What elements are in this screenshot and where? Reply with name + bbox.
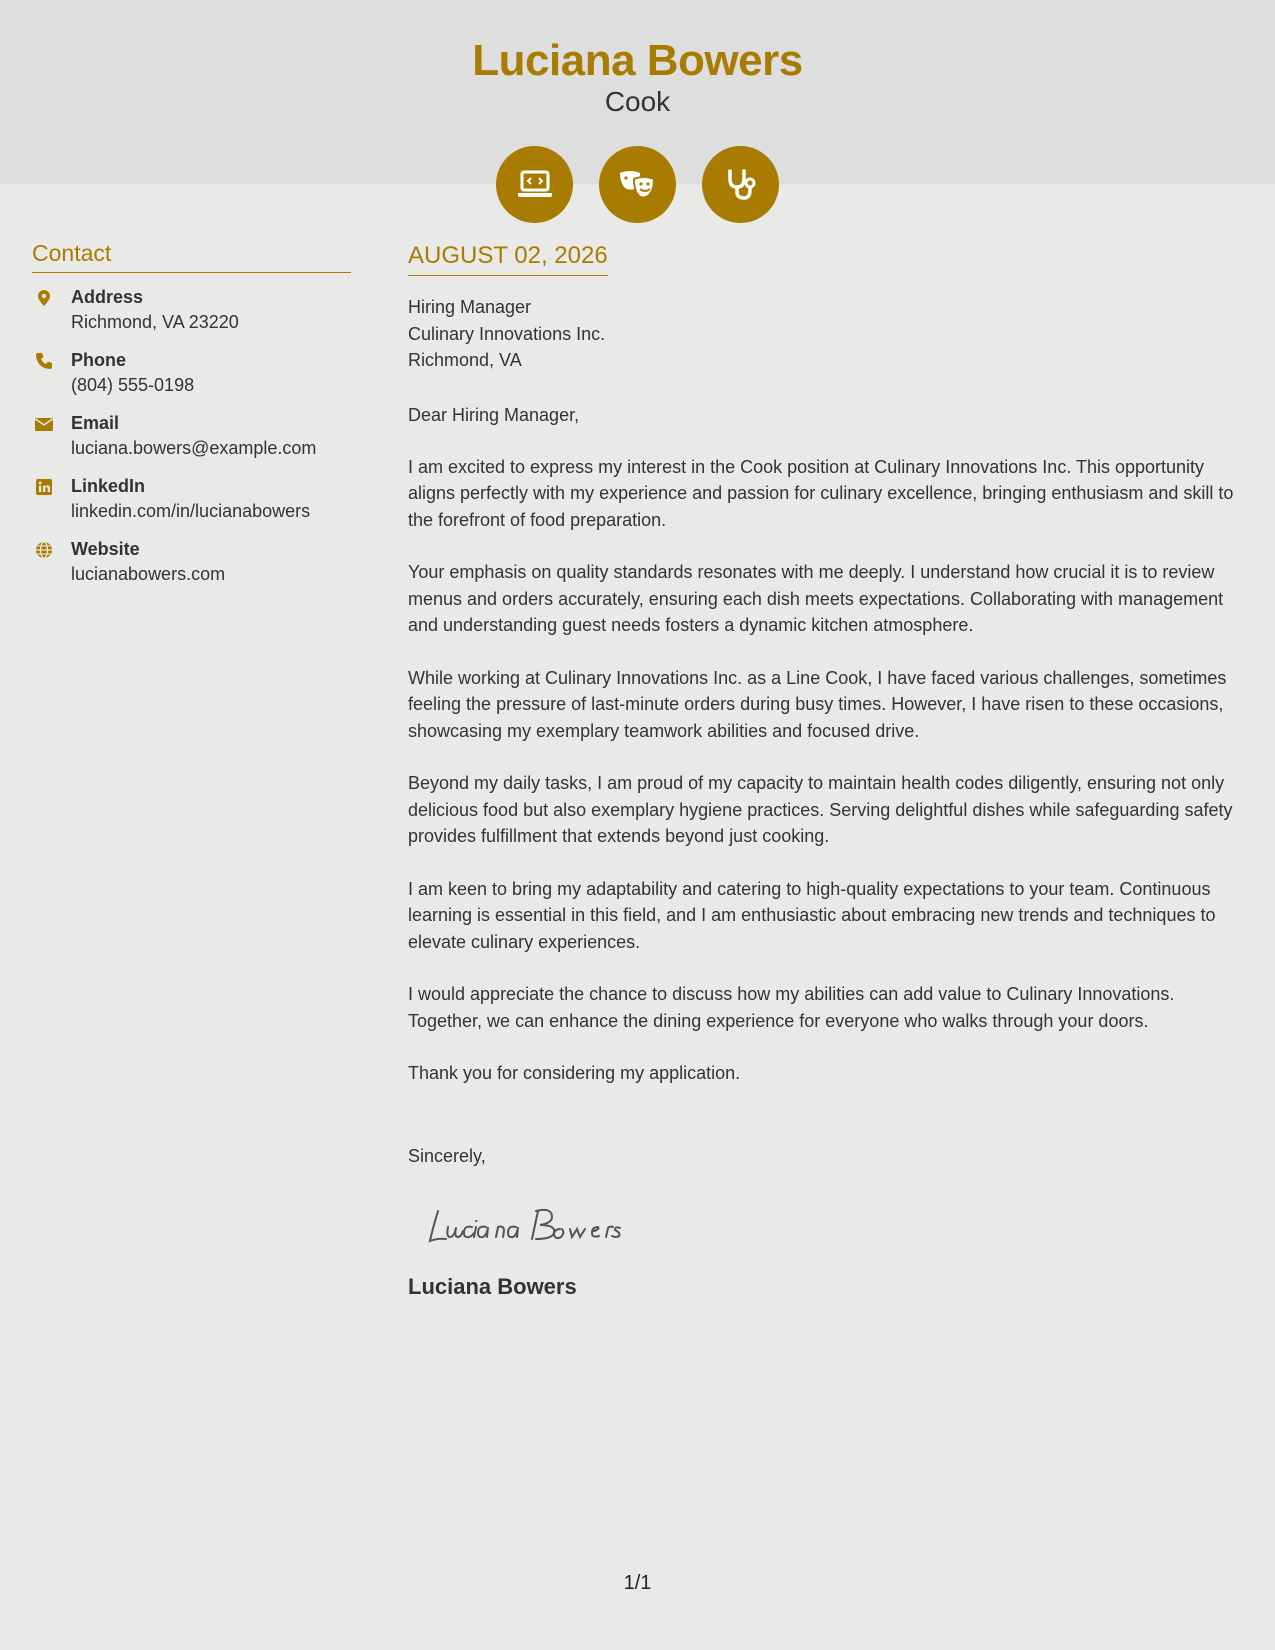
recipient-block xyxy=(408,294,1253,374)
contact-email xyxy=(32,411,351,474)
recipient-line: Hiring Manager xyxy=(408,297,532,317)
envelope-icon xyxy=(35,415,53,433)
salutation: Dear Hiring Manager, xyxy=(408,404,580,425)
letter-paragraph: I would appreciate the chance to discuss how my abilities can add value to Culinary Innovations. Together, we can enhance the dining experience for everyone who walks through your doors. xyxy=(408,984,1175,1031)
page-indicator: 1/1 xyxy=(623,1572,652,1594)
contact-phone xyxy=(32,348,351,411)
contact-label: LinkedIn xyxy=(71,476,146,496)
contact-label: Phone xyxy=(71,350,127,370)
contact-value: linkedin.com/in/lucianabowers xyxy=(71,501,311,521)
closing: Sincerely, xyxy=(408,1145,486,1166)
stethoscope-icon xyxy=(702,146,779,223)
letter-paragraph: Beyond my daily tasks, I am proud of my capacity to maintain health codes diligently, ensuring not only delicious food but also exemplary hygiene practices. Serving delightful dishes while safeguarding safety provides fulfillment that extends beyond just cooking. xyxy=(408,773,1233,846)
map-pin-icon xyxy=(35,289,53,307)
theater-masks-icon xyxy=(599,146,676,223)
contact-list xyxy=(32,285,351,600)
contact-value: (804) 555-0198 xyxy=(71,375,195,395)
phone-icon xyxy=(35,352,53,370)
letter-date: AUGUST 02, 2026 xyxy=(408,240,608,276)
header-icons xyxy=(496,146,779,223)
recipient-line: Culinary Innovations Inc. xyxy=(408,323,606,344)
globe-icon xyxy=(35,541,53,559)
letter-body xyxy=(408,240,1253,1301)
contact-label: Email xyxy=(71,413,120,433)
contact-address xyxy=(32,285,351,348)
laptop-code-icon xyxy=(496,146,573,223)
recipient-line: Richmond, VA xyxy=(408,350,522,370)
contact-heading: Contact xyxy=(32,238,351,273)
letter-paragraph: I am excited to express my interest in the Cook position at Culinary Innovations Inc. This opportunity aligns perfectly with my experience and passion for culinary excellence, bringing enthusiasm and skill to the forefront of food preparation. xyxy=(408,456,1234,530)
contact-value: luciana.bowers@example.com xyxy=(71,438,317,458)
contact-label: Website xyxy=(71,539,140,559)
contact-sidebar xyxy=(32,238,351,600)
handwritten-signature xyxy=(420,1197,1253,1257)
signer-name: Luciana Bowers xyxy=(408,1273,577,1299)
contact-value: lucianabowers.com xyxy=(71,564,226,584)
contact-linkedin xyxy=(32,474,351,537)
contact-value: Richmond, VA 23220 xyxy=(71,312,239,332)
applicant-role: Cook xyxy=(604,86,671,117)
letter-paragraph: I am keen to bring my adaptability and catering to high-quality expectations to your team. Continuous learning is essential in this field, and I am enthusiastic about embracing new trends and techniques to elevate culinary experiences. xyxy=(408,878,1216,952)
contact-label: Address xyxy=(71,287,144,307)
contact-website xyxy=(32,537,351,600)
letter-paragraph: While working at Culinary Innovations Inc. as a Line Cook, I have faced various challenges, sometimes feeling the pressure of last-minute orders during busy times. However, I have risen to these occasions, showcasing my exemplary teamwork abilities and focused drive. xyxy=(408,667,1227,741)
letter-paragraph: Your emphasis on quality standards resonates with me deeply. I understand how crucial it is to review menus and orders accurately, ensuring each dish meets expectations. Collaborating with management and understanding guest needs fosters a dynamic kitchen atmosphere. xyxy=(408,562,1224,635)
letter-paragraph: Thank you for considering my application. xyxy=(408,1063,741,1083)
applicant-name: Luciana Bowers xyxy=(472,36,803,85)
linkedin-icon xyxy=(35,478,53,496)
